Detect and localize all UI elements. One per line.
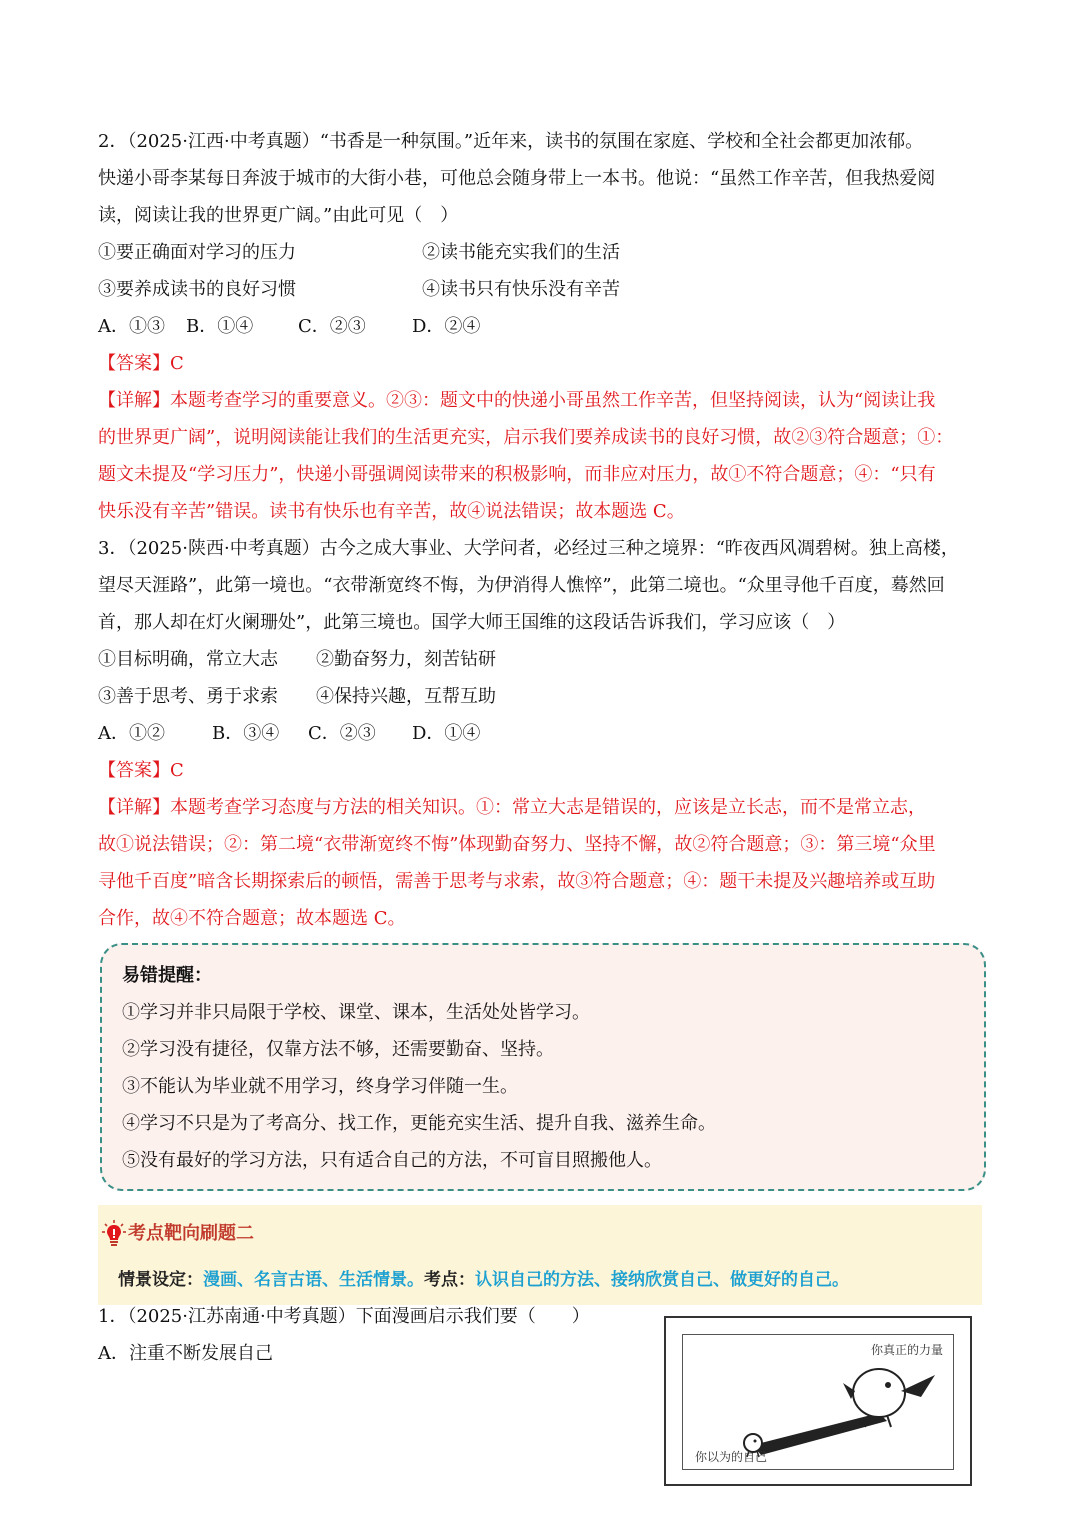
q3-choice-d: D．①④	[412, 723, 481, 744]
tip-item: ①学习并非只局限于学校、课堂、课本，生活处处皆学习。	[122, 1002, 590, 1023]
q3-detail-line-1: 【详解】本题考查学习态度与方法的相关知识。①：常立大志是错误的，应该是立长志，而不是常立志，	[98, 797, 926, 818]
q2-choice-a: A．①③	[98, 316, 165, 337]
q3-answer: 【答案】C	[98, 760, 184, 781]
q3-option-1: ①目标明确，常立大志	[98, 649, 278, 670]
q2-option-1: ①要正确面对学习的压力	[98, 242, 296, 263]
tip-item: ⑤没有最好的学习方法，只有适合自己的方法，不可盲目照搬他人。	[122, 1150, 662, 1171]
comic-image	[664, 1316, 972, 1486]
tip-item: ②学习没有捷径，仅靠方法不够，还需要勤奋、坚持。	[122, 1039, 554, 1060]
q3-choice-c: C．②③	[308, 723, 376, 744]
scene-label: 情景设定：	[118, 1270, 203, 1290]
q2-answer: 【答案】C	[98, 353, 184, 374]
q2-stem-line-1: 2．（2025·江西·中考真题）“书香是一种氛围。”近年来，读书的氛围在家庭、学校和全社会都更加浓郁。	[98, 131, 924, 152]
q1-stem: 1．（2025·江苏南通·中考真题）下面漫画启示我们要（ ）	[98, 1306, 590, 1327]
point-value: 认识自己的方法、接纳欣赏自己、做更好的自己。	[475, 1270, 849, 1290]
tip-title: 易错提醒：	[122, 965, 212, 986]
lightbulb-icon	[102, 1219, 126, 1247]
section-header-band	[98, 1205, 982, 1305]
q2-choice-d: D．②④	[412, 316, 481, 337]
q3-option-4: ④保持兴趣，互帮互助	[316, 686, 496, 707]
q3-detail-line-2: 故①说法错误；②：第二境“衣带渐宽终不悔”体现勤奋努力、坚持不懈，故②符合题意；③：第三境“众里	[98, 834, 936, 855]
q2-option-4: ④读书只有快乐没有辛苦	[422, 279, 620, 300]
scene-value: 漫画、名言古语、生活情景。	[203, 1270, 424, 1290]
q3-choice-b: B．③④	[212, 723, 280, 744]
q2-stem-line-3: 读，阅读让我的世界更广阔。”由此可见（ ）	[98, 205, 459, 226]
q3-stem-line-2: 望尽天涯路”，此第一境也。“衣带渐宽终不悔，为伊消得人憔悴”，此第二境也。“众里寻他千百度，蓦然回	[98, 575, 945, 596]
error-tip-box	[100, 943, 986, 1191]
q2-option-3: ③要养成读书的良好习惯	[98, 279, 296, 300]
q2-detail-line-4: 快乐没有辛苦”错误。读书有快乐也有辛苦，故④说法错误；故本题选 C。	[98, 501, 685, 522]
q2-choice-c: C．②③	[298, 316, 366, 337]
q2-detail-line-3: 题文未提及“学习压力”，快递小哥强调阅读带来的积极影响，而非应对压力，故①不符合题意；④：“只有	[98, 464, 936, 485]
q3-stem-line-3: 首，那人却在灯火阑珊处”，此第三境也。国学大师王国维的这段话告诉我们，学习应该（ ）	[98, 612, 846, 633]
q3-stem-line-1: 3．（2025·陕西·中考真题）古今之成大事业、大学问者，必经过三种之境界：“昨夜西风凋碧树。独上高楼，	[98, 538, 959, 559]
q2-stem-line-2: 快递小哥李某每日奔波于城市的大街小巷，可他总会随身带上一本书。他说：“虽然工作辛苦，但我热爱阅	[98, 168, 936, 189]
comic-frame	[682, 1334, 954, 1470]
section-title: 考点靶向刷题二	[128, 1223, 254, 1244]
q3-choice-a: A．①②	[98, 723, 165, 744]
comic-caption-top: 你真正的力量	[870, 1343, 943, 1357]
q1-option-a: A．注重不断发展自己	[98, 1343, 273, 1364]
q2-detail-line-2: 的世界更广阔”，说明阅读能让我们的生活更充实，启示我们要养成读书的良好习惯，故②③符合题意；①：	[98, 427, 954, 448]
point-label: 考点：	[424, 1270, 475, 1290]
q3-detail-line-3: 寻他千百度”暗含长期探索后的顿悟，需善于思考与求索，故③符合题意；④：题干未提及兴趣培养或互助	[98, 871, 936, 892]
q2-detail-line-1: 【详解】本题考查学习的重要意义。②③：题文中的快递小哥虽然工作辛苦，但坚持阅读，认为“阅读让我	[98, 390, 936, 411]
q3-detail-line-4: 合作，故④不符合题意；故本题选 C。	[98, 908, 406, 929]
q3-option-3: ③善于思考、勇于求索	[98, 686, 278, 707]
tip-item: ④学习不只是为了考高分、找工作，更能充实生活、提升自我、滋养生命。	[122, 1113, 716, 1134]
scene-line	[118, 1265, 849, 1295]
q3-option-2: ②勤奋努力，刻苦钻研	[316, 649, 496, 670]
comic-caption-bottom: 你以为的自己	[695, 1450, 768, 1464]
tip-item: ③不能认为毕业就不用学习，终身学习伴随一生。	[122, 1076, 518, 1097]
q2-option-2: ②读书能充实我们的生活	[422, 242, 620, 263]
q2-choice-b: B．①④	[186, 316, 254, 337]
